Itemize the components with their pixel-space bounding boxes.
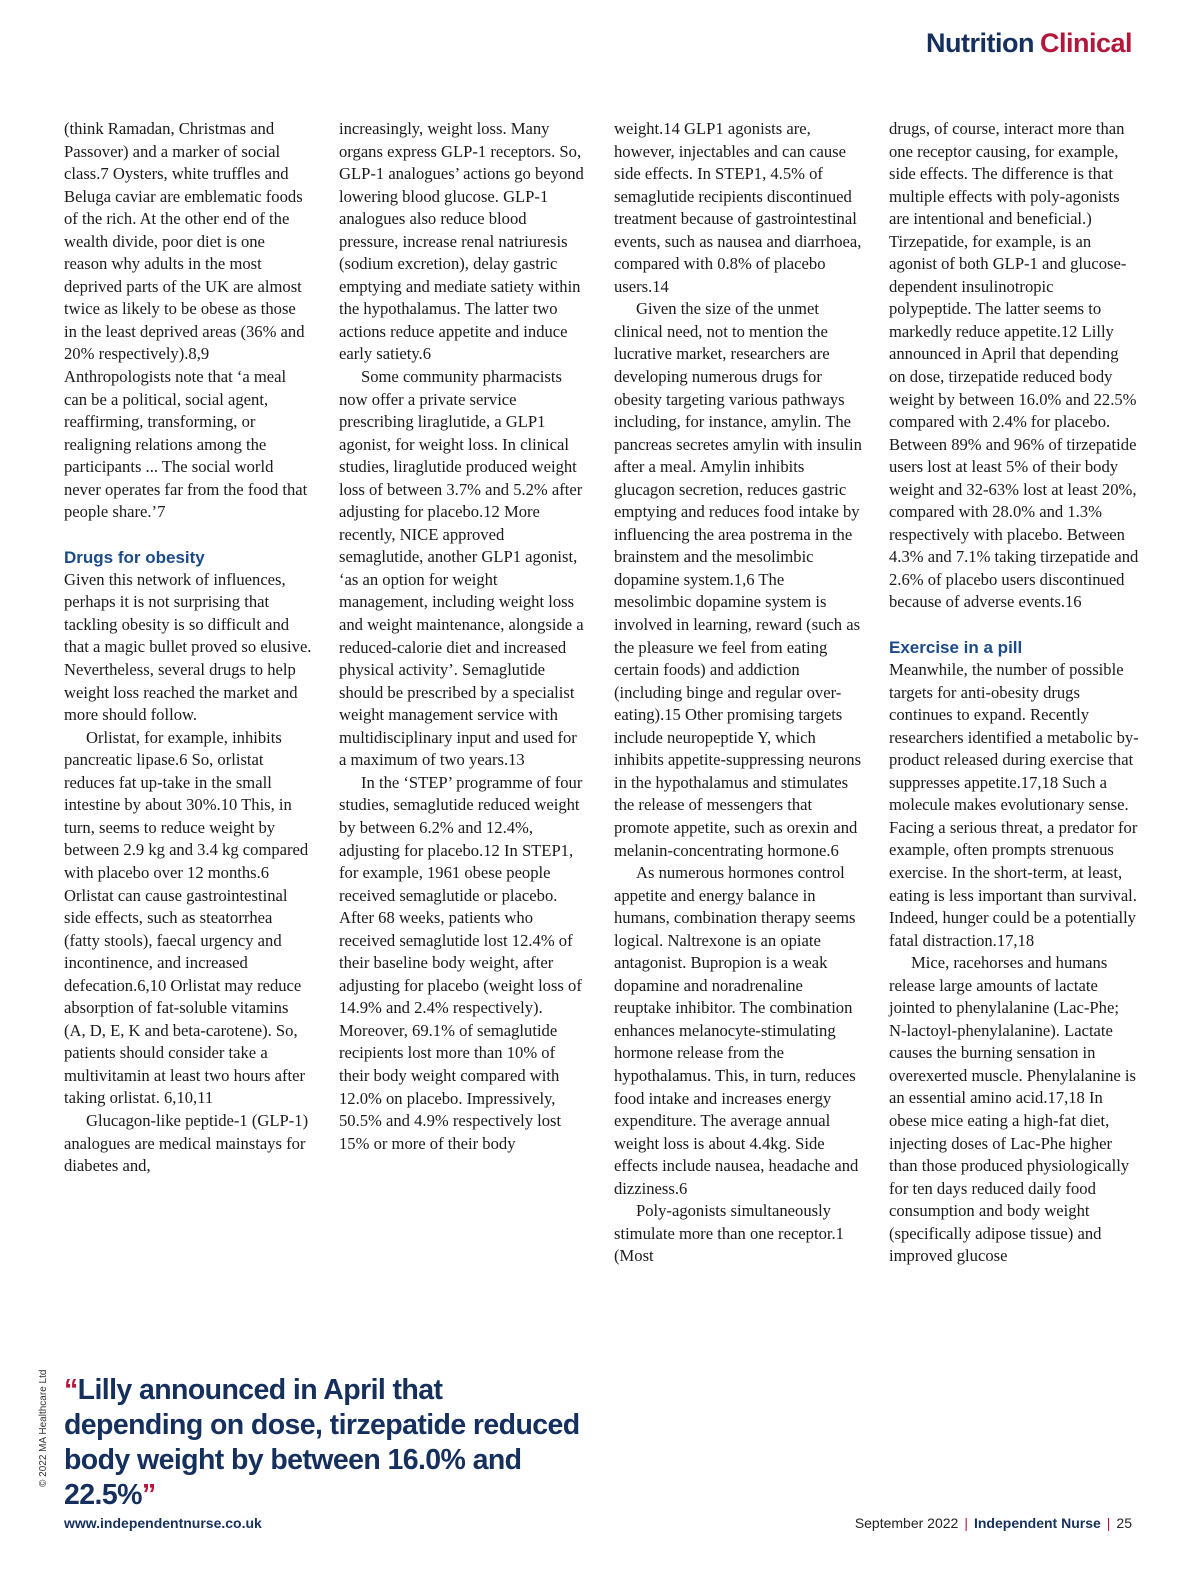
text-column-4 [889, 118, 1139, 1268]
body-paragraph: Poly-agonists simultaneously stimulate more than one receptor.1 (Most [614, 1201, 844, 1266]
section-heading: Drugs for obesity [64, 547, 205, 567]
text-column-2 [339, 118, 587, 1155]
body-paragraph: As numerous hormones control appetite and energy balance in humans, combination therapy seems logical. Naltrexone is an opiate antagonist. Bupropion is a weak dopamine and noradrenaline reuptake inhibitor. The combination enhances melanocyte-stimulating hormone release from the hypothalamus. This, in turn, reduces food intake and increases energy expenditure. The average annual weight loss is about 4.4kg. Side effects include nausea, headache and dizziness.6 [614, 863, 859, 1198]
website-link[interactable]: www.independentnurse.co.uk [64, 1515, 262, 1531]
subsection-title: Clinical [1039, 28, 1132, 58]
issue-date: September 2022 [854, 1515, 959, 1531]
body-paragraph: drugs, of course, interact more than one receptor causing, for example, side effects. The difference is that multiple effects with poly-agonists are intentional and beneficial.) Tirzepatide, for example, is an agonist of both GLP-1 and glucose-dependent insulinotropic polypeptide. The latter seems to markedly reduce appetite.12 Lilly announced in April that depending on dose, tirzepatide reduced body weight by between 16.0% and 22.5% compared with 2.4% for placebo. Between 89% and 96% of tirzepatide users lost at least 5% of their body weight and 32-63% lost at least 20%, compared with 28.0% and 1.3% respectively with placebo. Between 4.3% and 7.1% taking tirzepatide and 2.6% of placebo users discontinued because of adverse events.16 [889, 119, 1139, 612]
text-column-1 [64, 118, 312, 1178]
body-paragraph: Orlistat, for example, inhibits pancreatic lipase.6 So, orlistat reduces fat up-take in the small intestine by about 30%.10 This, in turn, seems to reduce weight by between 2.9 kg and 3.4 kg compared with placebo over 12 months.6 Orlistat can cause gastrointestinal side effects, such as steatorrhea (fatty stools), faecal urgency and incontinence, and increased defecation.6,10 Orlistat may reduce absorption of fat-soluble vitamins (A, D, E, K and beta-carotene). So, patients should consider take a multivitamin at least two hours after taking orlistat. 6,10,11 [64, 727, 309, 1108]
footer-separator: | [964, 1515, 968, 1531]
body-paragraph: increasingly, weight loss. Many organs express GLP-1 receptors. So, GLP-1 analogues’ actions go beyond lowering blood glucose. GLP-1 analogues also reduce blood pressure, increase renal natriuresis (sodium excretion), delay gastric emptying and mediate satiety within the hypothalamus. The latter two actions reduce appetite and induce early satiety.6 [339, 119, 584, 364]
section-title: Nutrition [925, 28, 1034, 58]
body-paragraph: Mice, racehorses and humans release large amounts of lactate jointed to phenylalanine (Lac-Phe; N-lactoyl-phenylalanine). Lactate causes the burning sensation in overexerted muscle. Phenylalanine is an essential amino acid.17,18 In obese mice eating a high-fat diet, injecting doses of Lac-Phe higher than those produced physiologically for ten days reduced daily food consumption and body weight (specifically adipose tissue) and improved glucose [889, 953, 1136, 1266]
body-paragraph: Glucagon-like peptide-1 (GLP-1) analogues are medical mainstays for diabetes and, [64, 1110, 309, 1176]
pull-quote-text: Lilly announced in April that depending on dose, tirzepatide reduced body weight by between 16.0% and 22.5% [64, 1374, 580, 1511]
section-heading: Exercise in a pill [889, 638, 1023, 658]
body-paragraph: Some community pharmacists now offer a private service prescribing liraglutide, a GLP1 agonist, for weight loss. In clinical studies, liraglutide produced weight loss of between 3.7% and 5.2% after adjusting for placebo.12 More recently, NICE approved semaglutide, another GLP1 agonist, ‘as an option for weight management, including weight loss and weight maintenance, alongside a reduced-calorie diet and increased physical activity’. Semaglutide should be prescribed by a specialist weight management service with multidisciplinary input and used for a maximum of two years.13 [339, 367, 584, 770]
body-paragraph: Given this network of influences, perhaps it is not surprising that tackling obesity is so difficult and that a magic bullet proved so elusive. Nevertheless, several drugs to help weight loss reached the market and more should follow. [64, 569, 312, 725]
magazine-name: Independent Nurse [973, 1515, 1101, 1531]
body-paragraph: Given the size of the unmet clinical need, not to mention the lucrative market, researchers are developing numerous drugs for obesity targeting various pathways including, for instance, amylin. The pancreas secretes amylin with insulin after a meal. Amylin inhibits glucagon secretion, reduces gastric emptying and reduces food intake by influencing the area postrema in the brainstem and the mesolimbic dopamine system.1,6 The mesolimbic dopamine system is involved in learning, reward (such as the pleasure we feel from eating certain foods) and addiction (including binge and regular over-eating).15 Other promising targets include neuropeptide Y, which inhibits appetite-suppressing neurons in the hypothalamus and stimulates the release of messengers that promote appetite, such as orexin and melanin-concentrating hormone.6 [614, 299, 862, 860]
body-paragraph: (think Ramadan, Christmas and Passover) and a marker of social class.7 Oysters, white truffles and Beluga caviar are emblematic foods of the rich. At the other end of the wealth divide, poor diet is one reason why adults in the most deprived parts of the UK are almost twice as likely to be obese as those in the least deprived areas (36% and 20% respectively).8,9 Anthropologists note that ‘a meal can be a political, social agent, reaffirming, transforming, or realigning relations among the participants ... The social world never operates far from the food that people share.’7 [64, 119, 308, 522]
page-header [926, 28, 1132, 59]
body-paragraph: In the ‘STEP’ programme of four studies, semaglutide reduced weight by between 6.2% and 12.4%, adjusting for placebo.12 In STEP1, for example, 1961 obese people received semaglutide or placebo. After 68 weeks, patients who received semaglutide lost 12.4% of their baseline body weight, after adjusting for placebo (weight loss of 14.9% and 2.4% respectively). Moreover, 69.1% of semaglutide recipients lost more than 10% of their body weight compared with 12.0% on placebo. Impressively, 50.5% and 4.9% respectively lost 15% or more of their body [339, 772, 583, 1153]
pull-quote-close-mark: ” [141, 1479, 156, 1511]
body-paragraph: weight.14 GLP1 agonists are, however, injectables and can cause side effects. In STEP1, 4.5% of semaglutide recipients discontinued treatment because of gastrointestinal events, such as nausea and diarrhoea, compared with 0.8% of placebo users.14 [614, 119, 862, 296]
copyright-notice: © 2022 MA Healthcare Ltd [38, 1369, 49, 1487]
page-footer [855, 1515, 1132, 1531]
pull-quote-open-mark: “ [64, 1374, 78, 1406]
body-paragraph: Meanwhile, the number of possible targets for anti-obesity drugs continues to expand. Recently researchers identified a metabolic by-product released during exercise that suppresses appetite.17,18 Such a molecule makes evolutionary sense. Facing a serious threat, a predator for example, often prompts strenuous exercise. In the short-term, at least, eating is less important than survival. Indeed, hunger could be a potentially fatal distraction.17,18 [889, 660, 1139, 950]
footer-separator: | [1106, 1515, 1111, 1531]
page-number: 25 [1116, 1515, 1132, 1531]
text-column-3 [614, 118, 862, 1268]
pull-quote [64, 1373, 584, 1513]
